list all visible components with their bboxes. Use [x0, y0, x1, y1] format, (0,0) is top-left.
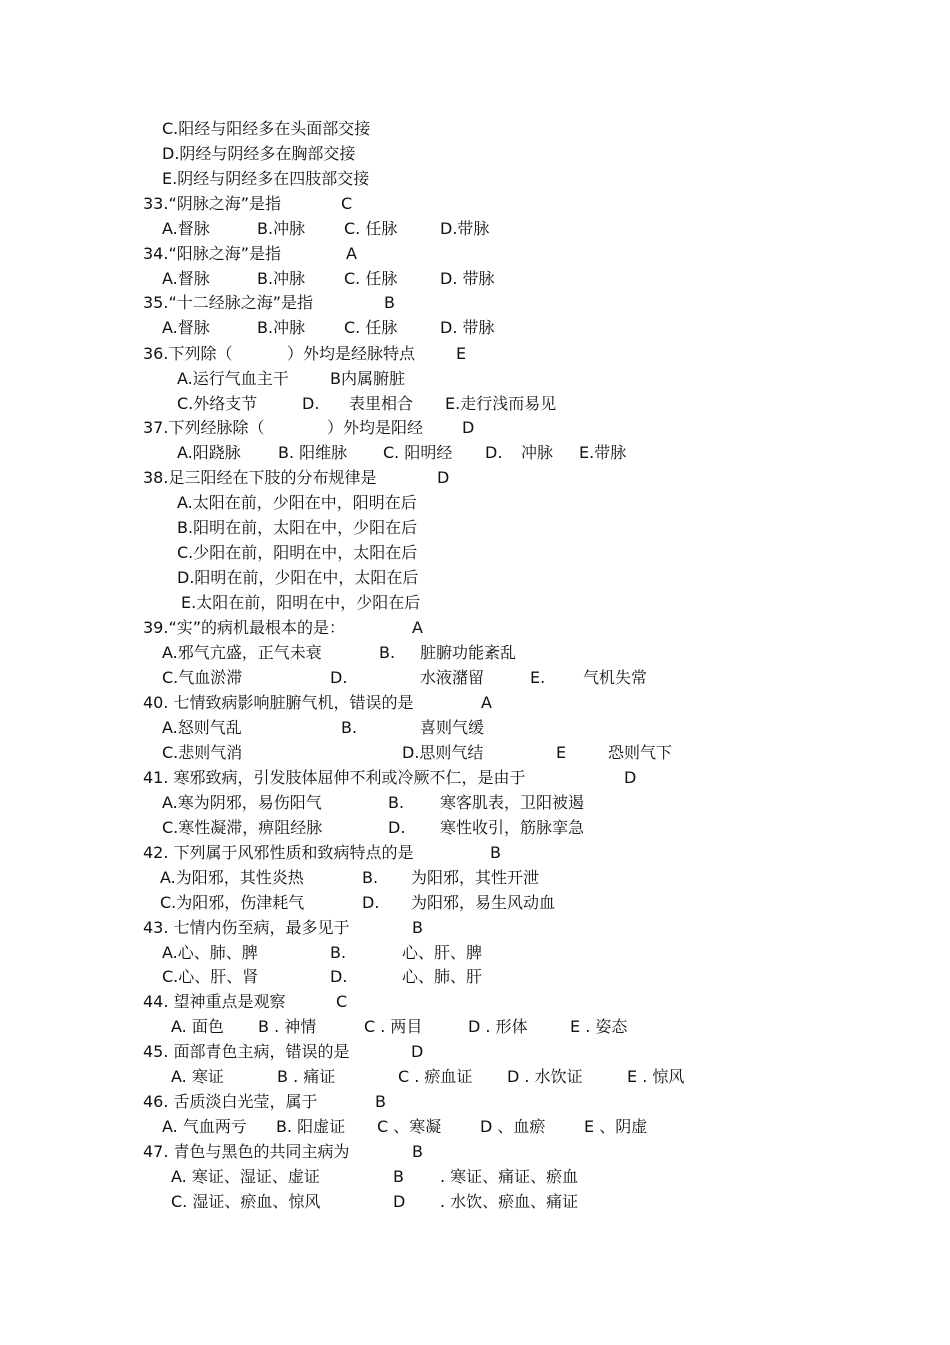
option-text: B.: [388, 793, 405, 812]
option-text: C.为阳邪，伤津耗气: [160, 893, 305, 912]
question-text: 41. 寒邪致病，引发肢体屈伸不利或冷厥不仁，是由于: [143, 768, 526, 787]
question-33: [0, 192, 950, 216]
option-text: E.太阳在前，阳明在中，少阳在后: [181, 593, 421, 612]
option-line: [0, 1015, 950, 1039]
question-text: 43. 七情内伤至病，最多见于: [143, 918, 350, 937]
question-text: ）外均是阳经: [327, 418, 424, 437]
option-text: E . 惊风: [627, 1067, 685, 1086]
option-text: B.: [362, 868, 379, 887]
answer-key: A: [481, 693, 492, 712]
option-text: 气机失常: [583, 668, 648, 687]
option-text: D.: [485, 443, 503, 462]
option-text: B.冲脉: [257, 269, 306, 288]
question-46: [0, 1090, 950, 1114]
option-text: 为阳邪，其性开泄: [411, 868, 540, 887]
question-text: 40. 七情致病影响脏腑气机，错误的是: [143, 693, 414, 712]
question-text: 42. 下列属于风邪性质和致病特点的是: [143, 843, 414, 862]
option-text: A.阳跷脉: [177, 443, 241, 462]
option-text: B.: [379, 643, 396, 662]
option-text: A.心、肺、脾: [162, 943, 258, 962]
option-text: 寒性收引，筋脉挛急: [440, 818, 585, 837]
question-text: 47. 青色与黑色的共同主病为: [143, 1142, 350, 1161]
option-text: D.: [330, 967, 348, 986]
answer-key: B: [412, 1142, 423, 1161]
option-text: E . 姿态: [570, 1017, 628, 1036]
option-text: C.寒性凝滞，痹阻经脉: [162, 818, 323, 837]
answer-key: B: [384, 293, 395, 312]
option-line: [0, 1165, 950, 1189]
option-text: A. 面色: [171, 1017, 224, 1036]
option-line: [0, 1065, 950, 1089]
option-text: D . 形体: [468, 1017, 528, 1036]
option-line: [0, 716, 950, 740]
option-text: 水液潴留: [420, 668, 485, 687]
option-text: B.: [330, 943, 347, 962]
option-text: A.为阳邪，其性炎热: [160, 868, 304, 887]
question-41: [0, 766, 950, 790]
option-text: 表里相合: [349, 394, 414, 413]
option-line: [0, 965, 950, 989]
option-text: A.督脉: [162, 219, 210, 238]
option-text: A.怒则气乱: [162, 718, 242, 737]
question-40: [0, 691, 950, 715]
option-line: [0, 1190, 950, 1214]
question-34: [0, 242, 950, 266]
question-text: 34.“阳脉之海”是指: [143, 244, 282, 263]
option-text: C. 任脉: [344, 269, 398, 288]
option-line: [0, 791, 950, 815]
question-39: [0, 616, 950, 640]
option-text: D. 带脉: [440, 318, 495, 337]
answer-key: D: [624, 768, 637, 787]
option-text: C . 瘀血证: [398, 1067, 473, 1086]
answer-key: E: [456, 344, 467, 363]
option-text: E: [556, 743, 567, 762]
option-line: [0, 491, 950, 515]
option-line: [0, 217, 950, 241]
option-text: D.: [362, 893, 380, 912]
answer-key: B: [375, 1092, 386, 1111]
option-text: D.: [388, 818, 406, 837]
option-text: B.: [341, 718, 358, 737]
option-text: C.外络支节: [177, 394, 258, 413]
option-text: B.阳明在前，太阳在中，少阳在后: [177, 518, 418, 537]
answer-key: D: [462, 418, 475, 437]
answer-key: C: [336, 992, 348, 1011]
option-text: D.: [302, 394, 320, 413]
option-line: [0, 866, 950, 890]
option-text: C.心、肝、肾: [162, 967, 259, 986]
question-44: [0, 990, 950, 1014]
option-line: [0, 367, 950, 391]
option-text: 脏腑功能紊乱: [420, 643, 517, 662]
question-text: ）外均是经脉特点: [287, 344, 416, 363]
option-text: A. 寒证、湿证、虚证: [171, 1167, 320, 1186]
option-line: [0, 741, 950, 765]
option-text: 心、肺、肝: [402, 967, 483, 986]
option-text: A.寒为阴邪，易伤阳气: [162, 793, 322, 812]
answer-key: D: [411, 1042, 424, 1061]
option-text: B.冲脉: [257, 219, 306, 238]
option-text: C.阳经与阳经多在头面部交接: [162, 119, 371, 138]
question-45: [0, 1040, 950, 1064]
option-text: D.带脉: [440, 219, 490, 238]
option-text: . 寒证、痛证、瘀血: [440, 1167, 579, 1186]
question-text: 35.“十二经脉之海”是指: [143, 293, 314, 312]
option-line: [0, 316, 950, 340]
option-text: C.气血淤滞: [162, 668, 243, 687]
option-text: E.走行浅而易见: [445, 394, 557, 413]
option-line: [0, 1115, 950, 1139]
question-text: 36.下列除（: [143, 344, 233, 363]
option-text: D. 带脉: [440, 269, 495, 288]
option-line: [0, 441, 950, 465]
option-text: 喜则气缓: [420, 718, 485, 737]
option-line: [0, 267, 950, 291]
question-37: [0, 416, 950, 440]
option-text: 恐则气下: [608, 743, 673, 762]
option-text: A. 寒证: [171, 1067, 224, 1086]
option-text: D.思则气结: [402, 743, 484, 762]
question-35: [0, 291, 950, 315]
option-line: [0, 566, 950, 590]
option-text: C 、寒凝: [377, 1117, 442, 1136]
option-text: C . 两目: [364, 1017, 423, 1036]
option-line: [0, 816, 950, 840]
question-text: 46. 舌质淡白光莹，属于: [143, 1092, 318, 1111]
option-text: E.: [530, 668, 546, 687]
option-line: [0, 941, 950, 965]
option-text: B.冲脉: [257, 318, 306, 337]
option-line: [0, 167, 950, 191]
question-42: [0, 841, 950, 865]
answer-key: B: [412, 918, 423, 937]
option-text: E 、阴虚: [584, 1117, 648, 1136]
option-text: B: [393, 1167, 404, 1186]
option-line: [0, 541, 950, 565]
question-47: [0, 1140, 950, 1164]
question-text: 39.“实”的病机最根本的是：: [143, 618, 346, 637]
question-text: 37.下列经脉除（: [143, 418, 265, 437]
option-line: [0, 392, 950, 416]
option-line: [0, 891, 950, 915]
option-text: 心、肝、脾: [402, 943, 483, 962]
option-text: A.督脉: [162, 318, 210, 337]
option-line: [0, 641, 950, 665]
option-text: D: [393, 1192, 406, 1211]
question-43: [0, 916, 950, 940]
question-36: [0, 342, 950, 366]
question-text: 44. 望神重点是观察: [143, 992, 286, 1011]
option-text: C.少阳在前，阳明在中，太阳在后: [177, 543, 418, 562]
question-text: 45. 面部青色主病，错误的是: [143, 1042, 350, 1061]
option-text: D.: [330, 668, 348, 687]
option-text: A.太阳在前，少阳在中，阳明在后: [177, 493, 417, 512]
option-line: [0, 666, 950, 690]
answer-key: A: [412, 618, 423, 637]
answer-key: D: [437, 468, 450, 487]
option-text: C. 阳明经: [383, 443, 453, 462]
option-text: B . 痛证: [277, 1067, 336, 1086]
option-text: A.督脉: [162, 269, 210, 288]
option-line: [0, 591, 950, 615]
option-text: E.阴经与阴经多在四肢部交接: [162, 169, 370, 188]
option-text: 为阳邪，易生风动血: [411, 893, 556, 912]
answer-key: A: [346, 244, 357, 263]
question-38: [0, 466, 950, 490]
question-text: 33.“阴脉之海”是指: [143, 194, 282, 213]
option-text: C. 湿证、瘀血、惊风: [171, 1192, 321, 1211]
answer-key: C: [341, 194, 353, 213]
option-line: [0, 516, 950, 540]
option-text: B内属腑脏: [330, 369, 405, 388]
option-line: [0, 142, 950, 166]
answer-key: B: [490, 843, 501, 862]
option-text: . 水饮、瘀血、痛证: [440, 1192, 579, 1211]
option-text: C. 任脉: [344, 219, 398, 238]
option-text: D 、血瘀: [480, 1117, 546, 1136]
option-text: 寒客肌表，卫阳被遏: [440, 793, 585, 812]
option-text: A. 气血两亏: [162, 1117, 247, 1136]
option-line: [0, 117, 950, 141]
question-text: 38.足三阳经在下肢的分布规律是: [143, 468, 377, 487]
option-text: D . 水饮证: [507, 1067, 583, 1086]
option-text: D.阴经与阴经多在胸部交接: [162, 144, 356, 163]
option-text: B. 阳虚证: [276, 1117, 346, 1136]
option-text: B . 神情: [258, 1017, 317, 1036]
option-text: C. 任脉: [344, 318, 398, 337]
option-text: A.邪气亢盛，正气未衰: [162, 643, 322, 662]
option-text: C.悲则气消: [162, 743, 243, 762]
option-text: B. 阳维脉: [278, 443, 348, 462]
option-text: E.带脉: [579, 443, 627, 462]
option-text: D.阳明在前，少阳在中，太阳在后: [177, 568, 419, 587]
option-text: A.运行气血主干: [177, 369, 289, 388]
option-text: 冲脉: [521, 443, 554, 462]
